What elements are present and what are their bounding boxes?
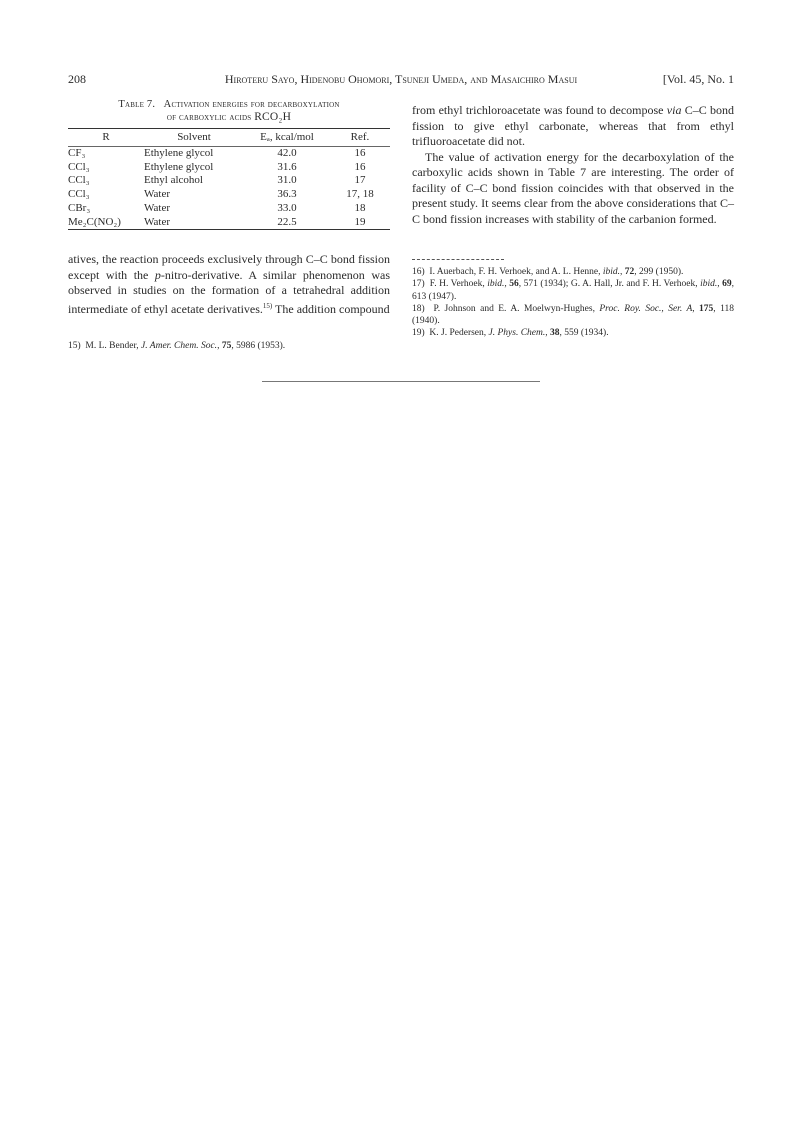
table-row (68, 161, 390, 175)
table-row (68, 147, 390, 161)
table-7 (68, 98, 390, 230)
left-text-3: The addition compound (272, 301, 390, 316)
cell-ea: 31.0 (277, 174, 297, 187)
footnote-17: 17) F. H. Verhoek, ibid., 56, 571 (1934); G. A. Hall, Jr. and F. H. Verhoek, ibid., 69, 613 (1947). (412, 279, 735, 302)
cell-ea: 31.6 (277, 160, 297, 173)
table-caption-formula: RCO₂H (254, 111, 292, 123)
right-paragraph-2: The value of activation energy for the decarboxylation of the carboxylic acids shown in Table 7 are interesting. The order of facility of C–C bond fission coincides with that observed in the present study. It seems clear from the above considerations that C–C bond fission increases with stability of the carbanion formed. (412, 149, 734, 226)
cell-solvent: Ethylene glycol (144, 160, 214, 173)
cell-solvent: Water (144, 216, 244, 230)
cell-solvent: Ethyl alcohol (144, 174, 203, 187)
activation-energy-table (68, 128, 390, 230)
footnote-16: 16) I. Auerbach, F. H. Verhoek, and A. L. Henne, ibid., 72, 299 (1950). (412, 267, 684, 277)
right-text-1: from ethyl trichloroacetate was found to decompose (412, 103, 667, 117)
header-ref: Ref. (330, 129, 390, 147)
volume-info: [Vol. 45, No. 1 (662, 72, 734, 86)
left-text-1: atives, the reaction proceeds exclusively through C–C bond fission except with the (68, 252, 390, 282)
cell-ref: 18 (354, 201, 366, 214)
author-line: Hiroteru Sayo, Hidenobu Ohomori, Tsuneji Umeda, and Masaichiro Masui (224, 72, 578, 86)
cell-ref: 17, 18 (346, 188, 374, 201)
cell-solvent: Water (144, 201, 170, 214)
footnote-15: 15) M. L. Bender, J. Amer. Chem. Soc., 75, 5986 (1953). (68, 341, 286, 351)
cell-r: CCl₃ (68, 160, 90, 173)
right-body-text (412, 103, 734, 227)
cell-r: CF₃ (68, 147, 86, 159)
table-row (68, 216, 390, 230)
footnote-18: 18) P. Johnson and E. A. Moelwyn-Hughes, Proc. Roy. Soc., Ser. A, 175, 118 (1940). (412, 303, 734, 327)
cell-ref: 17 (354, 174, 366, 187)
left-footnotes (68, 340, 390, 352)
table-row (68, 188, 390, 202)
cell-r: CCl₃ (68, 188, 90, 201)
right-text-via-italic: via (666, 103, 682, 117)
right-footnotes (412, 266, 734, 340)
cell-r: CCl₃ (68, 174, 90, 187)
left-body-text (68, 252, 390, 317)
cell-ref: 16 (354, 160, 366, 173)
cell-solvent: Water (144, 188, 170, 201)
left-text-2: -nitro-derivative. A similar phenomenon was observed in studies on the formation of a tetrahedral addition intermediate of ethyl acetate derivatives. (68, 267, 391, 316)
cell-r: Me₂C(NO₂) (68, 216, 144, 230)
table-caption (68, 98, 390, 124)
table-header-row (68, 129, 390, 147)
cell-ea: 33.0 (277, 201, 297, 214)
table-row (68, 174, 390, 188)
footnote-19: 19) K. J. Pedersen, J. Phys. Chem., 38, 559 (1934). (412, 328, 609, 339)
right-text-2: C–C bond fission to give ethyl carbonate, whereas that from ethyl trifluoroacetate did not. (412, 103, 734, 148)
running-header (68, 72, 734, 88)
cell-solvent: Ethylene glycol (144, 147, 214, 159)
cell-ea: 22.5 (244, 216, 330, 230)
header-r: R (68, 129, 144, 147)
cell-ref: 19 (330, 216, 390, 230)
header-ea: Eₐ, kcal/mol (244, 129, 330, 147)
footnote-ref-15: 15) (262, 301, 273, 310)
cell-ref: 16 (354, 147, 366, 159)
page-number: 208 (68, 72, 86, 86)
article-end-rule (262, 381, 540, 382)
cell-ea: 36.3 (277, 188, 297, 201)
footnote-divider (412, 259, 504, 260)
cell-ea: 42.0 (277, 147, 297, 159)
table-caption-line1: Activation energies for decarboxylation (163, 99, 340, 110)
cell-r: CBr₃ (68, 201, 91, 214)
header-solvent: Solvent (144, 129, 244, 147)
table-row (68, 202, 390, 216)
table-caption-label: Table 7. (118, 99, 156, 110)
left-text-p-italic: p (154, 267, 161, 282)
table-caption-line2: of carboxylic acids (166, 112, 252, 123)
